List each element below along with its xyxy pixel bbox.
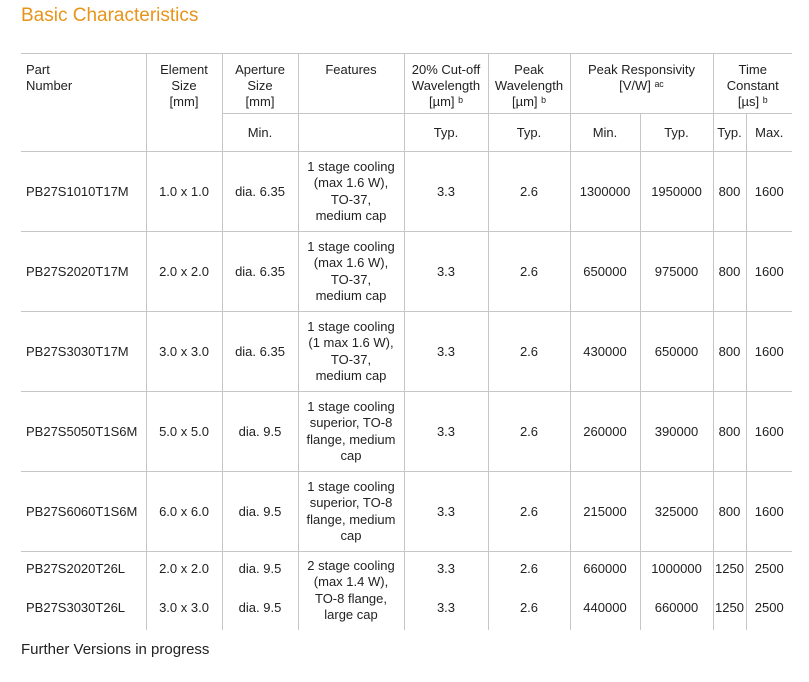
peak-wavelength: 2.6 <box>488 586 570 630</box>
header-cutoff-wavelength: 20% Cut-off Wavelength [µm] ᵇ <box>404 54 488 114</box>
time-constant-max: 1600 <box>746 152 792 232</box>
subheader-resp-min: Min. <box>570 114 640 152</box>
element-size: 2.0 x 2.0 <box>146 232 222 312</box>
features: 2 stage cooling (max 1.4 W), TO-8 flange, large cap <box>298 552 404 630</box>
part-number: PB27S2020T17M <box>21 232 146 312</box>
table-row <box>21 152 792 232</box>
part-number: PB27S2020T26L <box>21 552 146 586</box>
time-constant-typ: 800 <box>713 392 746 472</box>
responsivity-typ: 1950000 <box>640 152 713 232</box>
element-size: 3.0 x 3.0 <box>146 586 222 630</box>
responsivity-typ: 975000 <box>640 232 713 312</box>
aperture-size: dia. 9.5 <box>222 392 298 472</box>
time-constant-max: 2500 <box>746 586 792 630</box>
peak-wavelength: 2.6 <box>488 472 570 552</box>
subheader-row <box>21 114 792 152</box>
cutoff-wavelength: 3.3 <box>404 312 488 392</box>
cutoff-wavelength: 3.3 <box>404 392 488 472</box>
header-row <box>21 54 792 114</box>
responsivity-min: 430000 <box>570 312 640 392</box>
header-part-number: Part Number <box>21 54 146 114</box>
cutoff-wavelength: 3.3 <box>404 552 488 586</box>
subheader-tc-max: Max. <box>746 114 792 152</box>
aperture-size: dia. 6.35 <box>222 152 298 232</box>
subheader-peak-typ: Typ. <box>488 114 570 152</box>
element-size: 5.0 x 5.0 <box>146 392 222 472</box>
header-element-size: Element Size [mm] <box>146 54 222 114</box>
footer-note: Further Versions in progress <box>21 641 210 658</box>
subheader-empty-element <box>146 114 222 152</box>
features: 1 stage cooling (max 1.6 W), TO-37, medium cap <box>298 232 404 312</box>
table-row <box>21 586 792 630</box>
responsivity-typ: 650000 <box>640 312 713 392</box>
time-constant-max: 1600 <box>746 392 792 472</box>
cutoff-wavelength: 3.3 <box>404 472 488 552</box>
subheader-aperture-min: Min. <box>222 114 298 152</box>
table-row <box>21 232 792 312</box>
responsivity-typ: 325000 <box>640 472 713 552</box>
time-constant-max: 2500 <box>746 552 792 586</box>
responsivity-min: 660000 <box>570 552 640 586</box>
element-size: 2.0 x 2.0 <box>146 552 222 586</box>
element-size: 6.0 x 6.0 <box>146 472 222 552</box>
cutoff-wavelength: 3.3 <box>404 232 488 312</box>
aperture-size: dia. 9.5 <box>222 472 298 552</box>
features: 1 stage cooling (1 max 1.6 W), TO-37, medium cap <box>298 312 404 392</box>
aperture-size: dia. 9.5 <box>222 552 298 586</box>
time-constant-typ: 800 <box>713 152 746 232</box>
part-number: PB27S5050T1S6M <box>21 392 146 472</box>
section-title: Basic Characteristics <box>21 5 199 26</box>
header-peak-wavelength: Peak Wavelength [µm] ᵇ <box>488 54 570 114</box>
cutoff-wavelength: 3.3 <box>404 586 488 630</box>
time-constant-typ: 800 <box>713 232 746 312</box>
responsivity-typ: 660000 <box>640 586 713 630</box>
subheader-tc-typ: Typ. <box>713 114 746 152</box>
peak-wavelength: 2.6 <box>488 392 570 472</box>
responsivity-typ: 390000 <box>640 392 713 472</box>
subheader-cutoff-typ: Typ. <box>404 114 488 152</box>
characteristics-table <box>21 53 792 630</box>
responsivity-min: 650000 <box>570 232 640 312</box>
features: 1 stage cooling superior, TO-8 flange, medium cap <box>298 392 404 472</box>
time-constant-typ: 800 <box>713 312 746 392</box>
subheader-empty-part <box>21 114 146 152</box>
time-constant-typ: 800 <box>713 472 746 552</box>
subheader-empty-features <box>298 114 404 152</box>
peak-wavelength: 2.6 <box>488 552 570 586</box>
peak-wavelength: 2.6 <box>488 152 570 232</box>
table-row <box>21 392 792 472</box>
aperture-size: dia. 9.5 <box>222 586 298 630</box>
part-number: PB27S3030T26L <box>26 599 126 615</box>
header-aperture-size: Aperture Size [mm] <box>222 54 298 114</box>
responsivity-typ: 1000000 <box>640 552 713 586</box>
table-row <box>21 312 792 392</box>
element-size: 1.0 x 1.0 <box>146 152 222 232</box>
part-number: PB27S3030T17M <box>21 312 146 392</box>
part-number: PB27S1010T17M <box>21 152 146 232</box>
header-time-constant: Time Constant [µs] ᵇ <box>713 54 792 114</box>
time-constant-typ: 1250 <box>713 586 746 630</box>
time-constant-max: 1600 <box>746 312 792 392</box>
time-constant-typ: 1250 <box>713 552 746 586</box>
part-number: PB27S6060T1S6M <box>21 472 146 552</box>
responsivity-min: 215000 <box>570 472 640 552</box>
peak-wavelength: 2.6 <box>488 232 570 312</box>
features: 1 stage cooling superior, TO-8 flange, medium cap <box>298 472 404 552</box>
responsivity-min: 260000 <box>570 392 640 472</box>
responsivity-min: 440000 <box>570 586 640 630</box>
time-constant-max: 1600 <box>746 472 792 552</box>
table-row <box>21 472 792 552</box>
peak-wavelength: 2.6 <box>488 312 570 392</box>
header-peak-responsivity: Peak Responsivity [V/W] ᵃᶜ <box>570 54 713 114</box>
table-row <box>21 552 792 586</box>
features: 1 stage cooling (max 1.6 W), TO-37, medium cap <box>298 152 404 232</box>
aperture-size: dia. 6.35 <box>222 232 298 312</box>
cutoff-wavelength: 3.3 <box>404 152 488 232</box>
subheader-resp-typ: Typ. <box>640 114 713 152</box>
responsivity-min: 1300000 <box>570 152 640 232</box>
time-constant-max: 1600 <box>746 232 792 312</box>
element-size: 3.0 x 3.0 <box>146 312 222 392</box>
header-features: Features <box>298 54 404 114</box>
aperture-size: dia. 6.35 <box>222 312 298 392</box>
